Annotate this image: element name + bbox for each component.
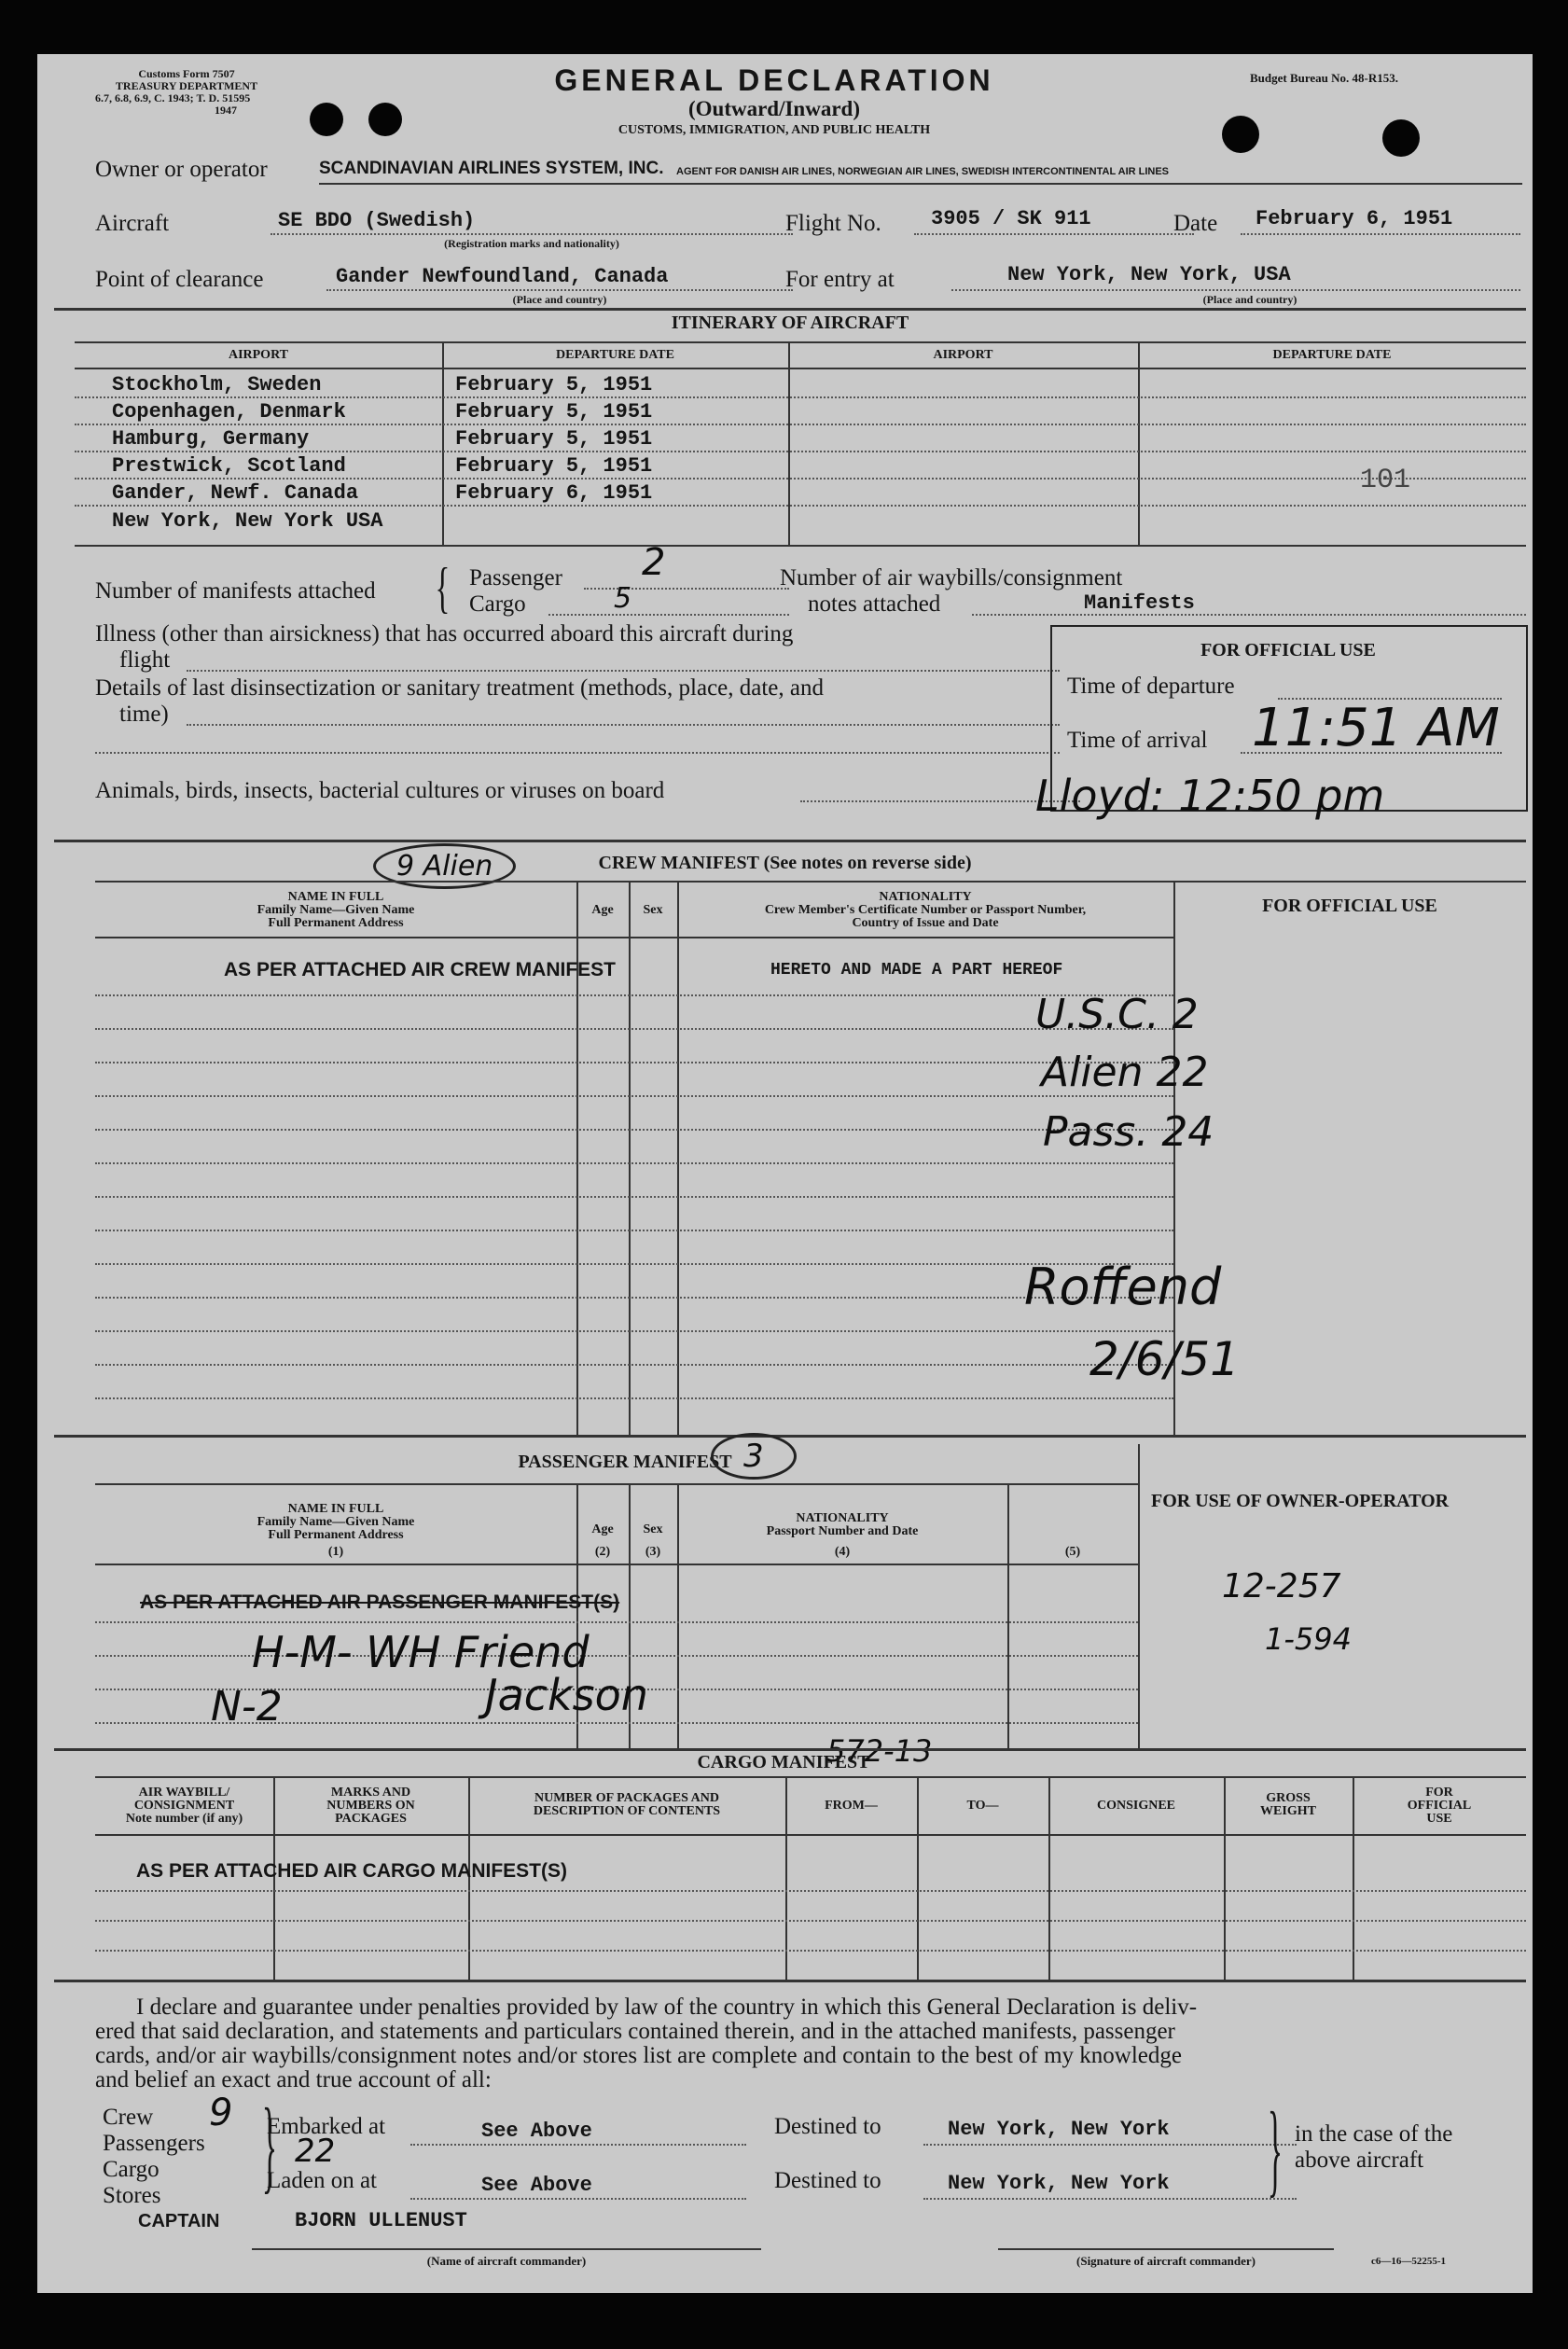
passenger-hand-3: Jackson <box>485 1670 648 1720</box>
punch-hole <box>1222 116 1259 153</box>
captain-value: BJORN ULLENUST <box>295 2209 467 2232</box>
crew-sex-header: Sex <box>643 903 663 917</box>
punch-hole <box>1382 119 1420 157</box>
declaration-line-4: and belief an exact and true account of all: <box>95 2067 492 2092</box>
cargo-title: CARGO MANIFEST <box>697 1752 870 1772</box>
declaration-line-3: cards, and/or air waybills/consignment notes and/or stores list are complete and contain to the best of my knowledge <box>95 2043 1182 2068</box>
passenger-name-header-2: Family Name—Given Name <box>257 1515 415 1529</box>
illness-label-1: Illness (other than airsickness) that has occurred aboard this aircraft during <box>95 621 794 646</box>
itinerary-date: February 5, 1951 <box>455 454 653 478</box>
declaration-brace-right: } <box>1267 2092 1283 2207</box>
embarked-value: See Above <box>481 2120 592 2143</box>
declaration-cargo: Cargo <box>103 2157 160 2182</box>
manifests-cargo-hand: 5 <box>614 582 632 615</box>
destined-label-1: Destined to <box>774 2114 881 2139</box>
passenger-col-2-num: (2) <box>594 1545 611 1559</box>
cargo-col-gross-2: WEIGHT <box>1260 1804 1316 1818</box>
commander-signature-label: (Signature of aircraft commander) <box>1076 2254 1256 2268</box>
laden-value: See Above <box>481 2174 592 2197</box>
case-label-2: above aircraft <box>1295 2147 1424 2173</box>
declaration-form <box>37 54 1533 2293</box>
official-use-note-hand: Lloyd: 12:50 pm <box>1035 771 1385 821</box>
owner-agent: AGENT FOR DANISH AIR LINES, NORWEGIAN AIR LINES, SWEDISH INTERCONTINENTAL AIR LINES <box>676 166 1170 177</box>
animals-label: Animals, birds, insects, bacterial cultures or viruses on board <box>95 778 665 803</box>
declaration-brace-left: } <box>261 2088 277 2203</box>
declaration-crew: Crew <box>103 2105 154 2130</box>
cargo-col-packages-2: DESCRIPTION OF CONTENTS <box>533 1804 721 1818</box>
cargo-col-gross: GROSS <box>1266 1791 1311 1805</box>
illness-label-2: flight <box>119 647 171 673</box>
itinerary-title: ITINERARY OF AIRCRAFT <box>671 313 909 333</box>
itinerary-airport-header: AIRPORT <box>228 348 289 362</box>
commander-name-label: (Name of aircraft commander) <box>426 2254 587 2268</box>
passenger-entry: AS PER ATTACHED AIR PASSENGER MANIFEST(S) <box>140 1591 620 1613</box>
aircraft-sub: (Registration marks and nationality) <box>444 237 619 250</box>
crew-official-use-header: FOR OFFICIAL USE <box>1262 896 1437 916</box>
itinerary-date: February 6, 1951 <box>455 481 653 505</box>
crew-name-header-2: Family Name—Given Name <box>257 903 415 917</box>
itinerary-airport: Gander, Newf. Canada <box>112 481 359 505</box>
cargo-col-waybill-2: CONSIGNMENT <box>133 1799 235 1813</box>
crew-circle-note: 9 Alien <box>373 843 516 889</box>
passenger-hand-2: N-2 <box>211 1683 283 1730</box>
crew-nationality-header-3: Country of Issue and Date <box>852 916 999 930</box>
cargo-col-from: FROM— <box>825 1799 878 1813</box>
cargo-col-waybill: AIR WAYBILL/ <box>138 1786 230 1800</box>
clearance-sub: (Place and country) <box>512 293 607 306</box>
itinerary-departure-header-2: DEPARTURE DATE <box>1272 348 1392 362</box>
entry-value: New York, New York, USA <box>1007 263 1291 286</box>
owner-operator-use-header: FOR USE OF OWNER-OPERATOR <box>1151 1491 1450 1511</box>
owner-use-hand-1: 12-257 <box>1222 1567 1341 1605</box>
destined-label-2: Destined to <box>774 2168 881 2193</box>
cargo-hand-note: 572-13 <box>826 1733 933 1769</box>
itinerary-airport-header-2: AIRPORT <box>933 348 993 362</box>
crew-name-header: NAME IN FULL <box>287 890 384 904</box>
cargo-entry: AS PER ATTACHED AIR CARGO MANIFEST(S) <box>136 1860 567 1882</box>
cargo-col-packages: NUMBER OF PACKAGES AND <box>534 1791 719 1805</box>
cargo-col-marks-3: PACKAGES <box>335 1812 407 1826</box>
destined-value-1: New York, New York <box>948 2118 1170 2141</box>
customs-form-number: Customs Form 7507 <box>138 67 235 80</box>
waybills-value: Manifests <box>1084 591 1195 615</box>
disinsect-label-1: Details of last disinsectization or sanitary treatment (methods, place, date, and <box>95 675 824 701</box>
crew-note-date: 2/6/51 <box>1089 1332 1240 1386</box>
punch-hole <box>310 103 343 136</box>
manifests-passenger: Passenger <box>469 565 562 591</box>
declaration-line-1: I declare and guarantee under penalties provided by law of the country in which this General Declaration is deliv- <box>136 1995 1198 2020</box>
declaration-line-2: ered that said declaration, and statements and particulars contained therein, and in the attached manifests, passenger <box>95 2019 1175 2044</box>
form-title: GENERAL DECLARATION <box>554 63 994 97</box>
itinerary-stamp: 101 <box>1360 465 1411 496</box>
crew-note-signature: Roffend <box>1024 1258 1222 1316</box>
itinerary-airport: New York, New York USA <box>112 509 383 533</box>
disinsect-label-2: time) <box>119 702 169 727</box>
declaration-passengers: Passengers <box>103 2131 205 2156</box>
cargo-col-waybill-3: Note number (if any) <box>125 1812 243 1826</box>
owner-use-hand-2: 1-594 <box>1265 1621 1352 1657</box>
crew-note-pass: Pass. 24 <box>1043 1108 1214 1156</box>
waybills-label-1: Number of air waybills/consignment <box>780 565 1123 591</box>
crew-name-header-3: Full Permanent Address <box>268 916 404 930</box>
form-year: 1947 <box>215 104 237 117</box>
itinerary-airport: Copenhagen, Denmark <box>112 400 346 424</box>
passenger-circle-note: 3 <box>711 1433 797 1480</box>
declaration-crew-hand: 9 <box>209 2092 233 2134</box>
time-of-arrival-label: Time of arrival <box>1067 728 1208 753</box>
cargo-col-official-3: USE <box>1426 1812 1452 1826</box>
cargo-col-marks-2: NUMBERS ON <box>326 1799 415 1813</box>
itinerary-airport: Stockholm, Sweden <box>112 373 322 396</box>
passenger-col-3-num: (3) <box>645 1545 661 1559</box>
manifests-passenger-hand: 2 <box>642 541 666 584</box>
embarked-label: Embarked at <box>267 2114 386 2139</box>
clearance-label: Point of clearance <box>95 267 264 292</box>
passenger-sex-header: Sex <box>643 1522 663 1536</box>
laden-label: Laden on at <box>267 2168 378 2193</box>
cargo-col-official: FOR <box>1425 1786 1453 1800</box>
declaration-stores: Stores <box>103 2183 161 2208</box>
crew-entry-typed: HERETO AND MADE A PART HEREOF <box>770 961 1063 980</box>
declaration-passengers-hand: 22 <box>295 2133 336 2170</box>
punch-hole <box>368 103 402 136</box>
itinerary-date: February 5, 1951 <box>455 373 653 396</box>
clearance-value: Gander Newfoundland, Canada <box>336 265 669 288</box>
cargo-col-official-2: OFFICIAL <box>1407 1799 1472 1813</box>
crew-note-usc: U.S.C. 2 <box>1035 991 1199 1038</box>
passenger-col-4-num: (4) <box>834 1545 851 1559</box>
cargo-col-marks: MARKS AND <box>330 1786 411 1800</box>
manifests-label: Number of manifests attached <box>95 578 376 604</box>
itinerary-date: February 5, 1951 <box>455 427 653 451</box>
passenger-hand-1: H-M- WH Friend <box>252 1627 590 1677</box>
crew-age-header: Age <box>591 903 614 917</box>
treasury-label: TREASURY DEPARTMENT <box>115 79 258 92</box>
manifests-cargo: Cargo <box>469 591 526 617</box>
budget-bureau: Budget Bureau No. 48-R153. <box>1250 71 1399 85</box>
cargo-col-to: TO— <box>966 1799 999 1813</box>
passenger-col-5-num: (5) <box>1064 1545 1081 1559</box>
manifests-brace: { <box>435 557 451 619</box>
destined-value-2: New York, New York <box>948 2172 1170 2195</box>
crew-entry: AS PER ATTACHED AIR CREW MANIFEST <box>224 959 616 980</box>
passenger-nationality-header: NATIONALITY <box>796 1511 889 1525</box>
passenger-title: PASSENGER MANIFEST <box>518 1452 732 1472</box>
crew-note-alien: Alien 22 <box>1041 1049 1209 1096</box>
entry-sub: (Place and country) <box>1202 293 1297 306</box>
form-subtitle-2: CUSTOMS, IMMIGRATION, AND PUBLIC HEALTH <box>617 123 931 137</box>
passenger-name-header: NAME IN FULL <box>287 1502 384 1516</box>
cargo-col-consignee: CONSIGNEE <box>1096 1799 1176 1813</box>
itinerary-airport: Prestwick, Scotland <box>112 454 346 478</box>
time-of-arrival-hand: 11:51 AM <box>1252 698 1500 758</box>
itinerary-departure-header: DEPARTURE DATE <box>556 348 674 362</box>
itinerary-airport: Hamburg, Germany <box>112 427 310 451</box>
official-use-title: FOR OFFICIAL USE <box>1200 640 1376 660</box>
form-refs: 6.7, 6.8, 6.9, C. 1943; T. D. 51595 <box>95 91 251 104</box>
aircraft-label: Aircraft <box>95 211 170 236</box>
itinerary-date: February 5, 1951 <box>455 400 653 424</box>
form-subtitle: (Outward/Inward) <box>687 97 860 120</box>
passenger-name-header-3: Full Permanent Address <box>268 1528 404 1542</box>
crew-nationality-header: NATIONALITY <box>879 890 972 904</box>
form-code: c6—16—52255-1 <box>1371 2256 1447 2267</box>
case-label-1: in the case of the <box>1295 2121 1453 2147</box>
aircraft-value: SE BDO (Swedish) <box>278 209 476 232</box>
passenger-col-1-num: (1) <box>327 1545 344 1559</box>
crew-nationality-header-2: Crew Member's Certificate Number or Passport Number, <box>764 903 1087 917</box>
date-value: February 6, 1951 <box>1256 207 1453 230</box>
date-label: Date <box>1173 211 1218 236</box>
waybills-label-2: notes attached <box>808 591 941 617</box>
passenger-age-header: Age <box>591 1522 614 1536</box>
flight-label: Flight No. <box>785 211 881 236</box>
time-of-departure-label: Time of departure <box>1067 674 1235 699</box>
owner-value: SCANDINAVIAN AIRLINES SYSTEM, INC. <box>319 159 664 178</box>
owner-label: Owner or operator <box>95 157 268 182</box>
entry-label: For entry at <box>785 267 895 292</box>
crew-title: CREW MANIFEST (See notes on reverse side) <box>598 853 972 873</box>
passenger-nationality-header-2: Passport Number and Date <box>766 1524 919 1538</box>
flight-value: 3905 / SK 911 <box>931 207 1091 230</box>
captain-label: CAPTAIN <box>138 2211 220 2231</box>
